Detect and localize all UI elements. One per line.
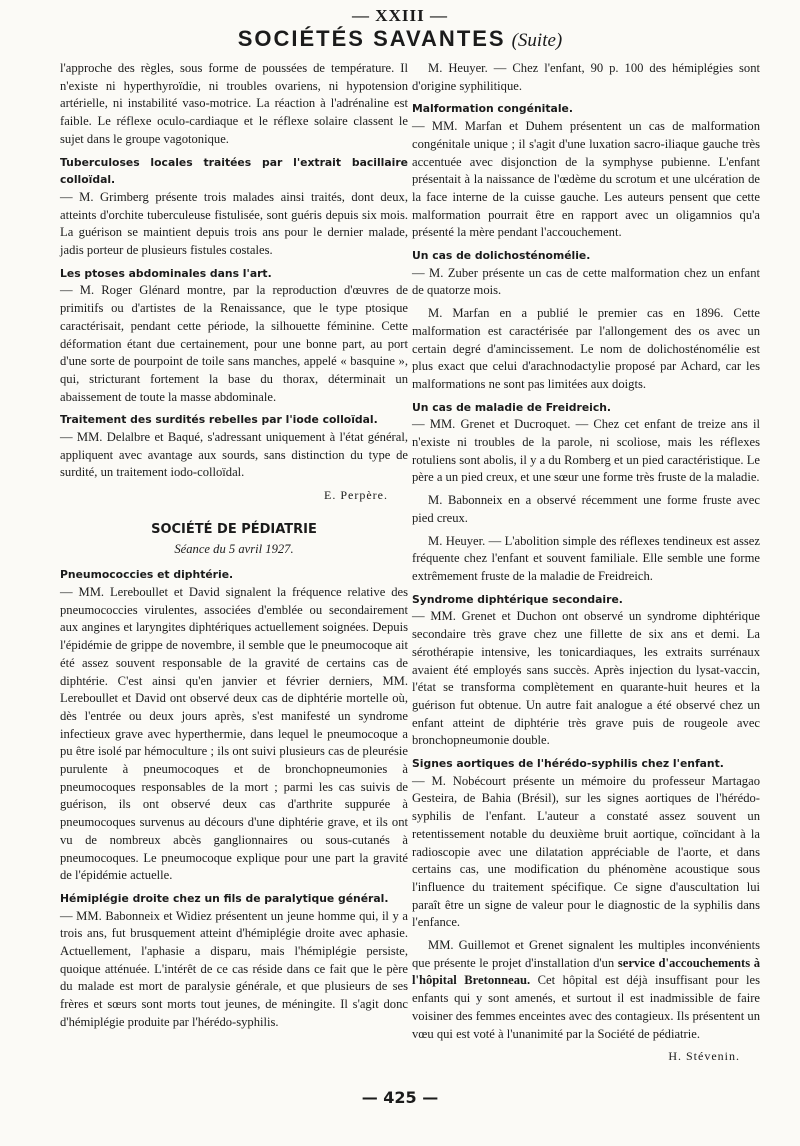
paragraph: — MM. Delalbre et Baqué, s'adressant uniquement à l'état général, appliquent avec avantage aux sourds, sans distinction du type de surdité, un traitement iodo-colloïdal.: [60, 430, 408, 480]
article-heading: Les ptoses abdominales dans l'art.: [60, 266, 272, 280]
article-heading: Malformation congénitale.: [412, 102, 573, 116]
paragraph: — MM. Grenet et Duchon ont observé un syndrome diphtérique secondaire très grave chez une fillette de six ans et demi. La sérothérapie intensive, les tonicardiaques, les extraits surrénaux avaient été employés sans succès. Après injection du lysat-vaccin, l'état se transforma complètement en quarante-huit heures et la guérison fut obtenue. Un autre fait analogue a été observé chez un enfant atteint de diphtérie très grave puis de rougeole avec bronchopneumonie double.: [412, 609, 760, 748]
page-number: — 425 —: [361, 1088, 439, 1107]
article-heading: Traitement des surdités rebelles par l'iode colloïdal.: [60, 413, 378, 427]
article-heading: Tuberculoses locales traitées par l'extrait bacillaire colloïdal.: [60, 155, 408, 187]
paragraph: l'approche des règles, sous forme de poussées de température. Il n'existe ni hyperthyroïdie, ni troubles ovariens, ni hypotension artérielle, ni instabilité vaso-motrice. La réaction à l'adrénaline est faible. Le réflexe oculo-cardiaque et le réflexe solaire classent le sujet dans le groupe vagotonique.: [60, 61, 408, 146]
paragraph: — MM. Babonneix et Widiez présentent un jeune homme qui, il y a trois ans, fut brusquement atteint d'hémiplégie droite avec aphasie. Actuellement, l'aphasie a disparu, mais l'hémiplégie persiste, quoique atténuée. L'intérêt de ce cas réside dans ce fait que le père du malade est mort de paralysie générale, et que plusieurs de ses frères et sœurs sont morts tout jeunes, de méningite. Il s'agit donc d'hémiplégie produite par l'hérédo-syphilis.: [60, 908, 408, 1029]
paragraph-text: MM. Guillemot et Grenet signalent les multiples inconvénients que présente le projet d'installation d'un: [412, 938, 760, 970]
paragraph: M. Marfan en a publié le premier cas en 1896. Cette malformation est caractérisée par l'allongement des os avec un certain degré d'amincissement. Le nom de dolichosténomélie est plus exact que celui d'arachnodactylie proposé par Achard, car les malformations ne sont pas limitées aux doigts.: [412, 306, 760, 391]
article-heading: Signes aortiques de l'hérédo-syphilis chez l'enfant.: [412, 757, 724, 771]
article-heading: Pneumococcies et diphtérie.: [60, 568, 234, 582]
paragraph: — M. Nobécourt présente un mémoire du professeur Martagao Gesteira, de Bahia (Brésil), sur les signes aortiques de l'hérédo-syphilis de l'enfant. L'auteur a constaté assez souvent un retentissement notable du deuxième bruit aortique, coïncidant à la radioscopie avec une dilatation appréciable de l'aorte, et dans certains cas, une modification du phénomène acoustique sous l'influence du traitement spécifique. Ce signe d'auscultation lui paraît être un signe de valeur pour le diagnostic de la syphilis dans l'enfance.: [412, 773, 760, 930]
emphasized-text: service d'accouchements à l'hôpital Bretonneau.: [412, 955, 760, 988]
right-column: [412, 60, 760, 1082]
roman-page-number: — XXIII —: [352, 6, 448, 25]
signature: E. Perpère.: [324, 488, 388, 503]
header-title: SOCIÉTÉS SAVANTES: [237, 26, 506, 51]
paragraph: M. Babonneix en a observé récemment une forme fruste avec pied creux.: [412, 493, 760, 525]
paragraph: — M. Roger Glénard montre, par la reproduction d'œuvres de primitifs ou d'artistes de la Renaissance, que le type ptosique caractérisait, pendant cette période, la silhouette féminine. Cette déformation étant due certainement, pour une bonne part, au port d'une sorte de pourpoint de toile sans manches, appelé « basquine », qui, stricturant fortement la base du thorax, déterminait un abaissement de toute la masse abdominale.: [60, 283, 408, 404]
paragraph: M. Heuyer. — Chez l'enfant, 90 p. 100 des hémiplégies sont d'origine syphilitique.: [412, 61, 760, 93]
paragraph: — MM. Lereboullet et David signalent la fréquence relative des pneumococcies virulentes, associées d'emblée ou secondairement aux angines et laryngites diphtériques actuellement soignées. Depuis l'épidémie de grippe de novembre, il semble que le pneumocoque ait été assez souvent responsable de la gravité de certains cas de diphtérie. C'est ainsi qu'en janvier et février derniers, MM. Lereboullet et David ont observé deux cas de diphtérie mortelle où, dès l'entrée ou deux jours après, s'est manifesté un syndrome infectieux grave avec hyperthermie, dans lequel le pneumocoque a pu être isolé par hémoculture ; ils ont suivi plusieurs cas de pleurésie purulente à pneumocoques et de bronchopneumonies à pneumocoques responsables de la mort ; parmi les cas suivis de guérison, ils ont observé deux cas d'arthrite suppurée à pneumocoques survenus au décours d'une diphtérie grave, et ils ont vu de nombreux abcès ganglionnaires ou sous-cutanés à pneumocoques. Le pneumocoque explique pour une part la gravité de l'épidémie actuelle.: [60, 584, 408, 883]
paragraph: — MM. Grenet et Ducroquet. — Chez cet enfant de treize ans il n'existe ni troubles de la parole, ni scoliose, mais les réflexes rotuliens sont abolis, il y a du Romberg et un pied caractéristique. Le père a un pied creux, et une sœur une forme très fruste de la maladie.: [412, 417, 760, 485]
article-heading: Un cas de dolichosténomélie.: [412, 249, 591, 263]
paragraph: — MM. Marfan et Duhem présentent un cas de malformation congénitale unique ; il s'agit d'une luxation sacro-iliaque gauche très accentuée avec disjonction de la symphyse pubienne. L'enfant présentait à la naissance de l'œdème du scrotum et une ulcération de la face interne de la cuisse gauche. Les auteurs pensent que cette malformation pourrait être en rapport avec un oligamnios qu'a présenté la mère pendant l'accouchement.: [412, 119, 760, 240]
paragraph: — M. Zuber présente un cas de cette malformation chez un enfant de quatorze mois.: [412, 265, 760, 298]
header-suite: (Suite): [511, 30, 563, 51]
article-heading: Syndrome diphtérique secondaire.: [412, 592, 623, 606]
article-heading: Hémiplégie droite chez un fils de paralytique général.: [60, 891, 389, 905]
article-heading: Un cas de maladie de Freidreich.: [412, 400, 612, 414]
section-title: SOCIÉTÉ DE PÉDIATRIE: [151, 521, 317, 537]
paragraph: M. Heuyer. — L'abolition simple des réflexes tendineux est assez fréquente chez l'enfant et souvent familiale. Elle semble une forme extrêmement fruste de la maladie de Freidreich.: [412, 533, 760, 583]
page-header: [0, 26, 800, 52]
signature: H. Stévenin.: [668, 1049, 740, 1064]
paragraph: [412, 937, 760, 1043]
paragraph-text: Cet hôpital est déjà insuffisant pour les enfants qui y sont amenés, et surtout il est inadmissible de faire voisiner des femmes enceintes avec des contagieux. Ils présentent un vœu qui est voté à l'unanimité par la Société de pédiatrie.: [412, 973, 760, 1041]
left-column: [60, 60, 408, 1037]
seance-date: Séance du 5 avril 1927.: [174, 541, 294, 556]
paragraph: — M. Grimberg présente trois malades ainsi traités, dont deux, atteints d'orchite tuberculeuse fistulisée, sont guéris depuis six mois. La guérison se maintient depuis trois ans pour le dernier malade, jadis porteur de plusieurs fistules costales.: [60, 189, 408, 258]
